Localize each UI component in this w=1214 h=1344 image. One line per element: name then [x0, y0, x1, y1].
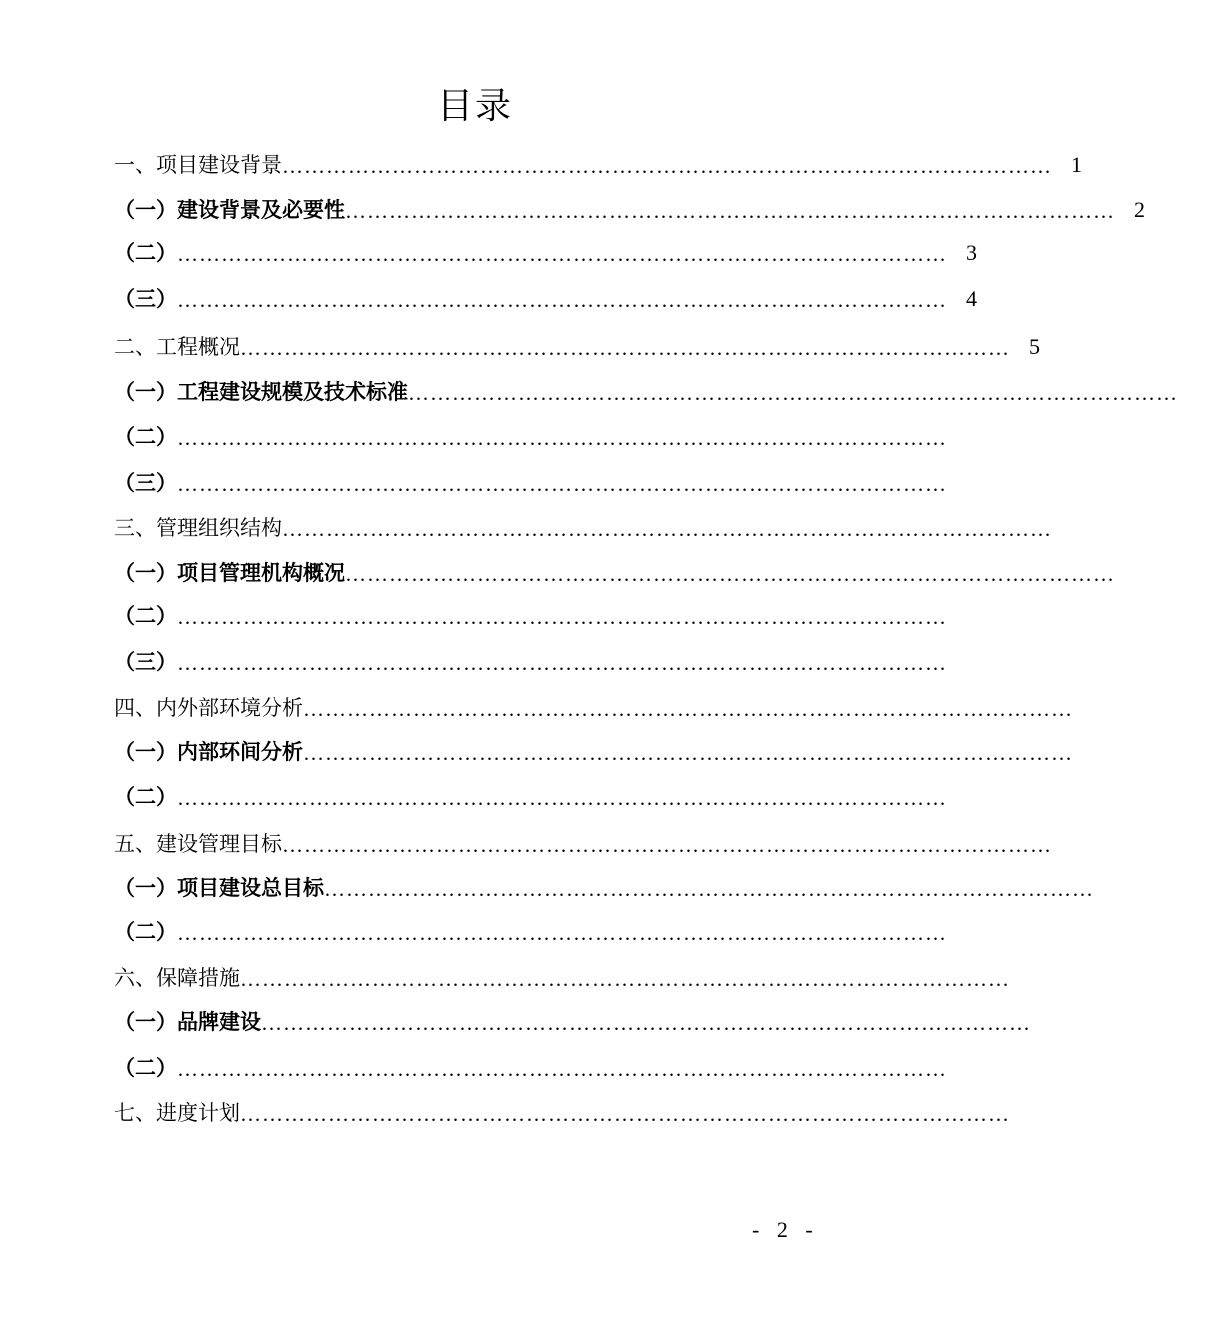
toc-page-number: 3 [966, 240, 977, 265]
toc-entry-label: 一、项目建设背景 [114, 153, 282, 177]
toc-entry-2-3[interactable] [114, 465, 983, 501]
toc-entry-4-2[interactable] [114, 779, 983, 815]
dot-leader: …………………………………………………………………………………………… [282, 833, 1052, 857]
dot-leader: …………………………………………………………………………………………… [177, 1057, 947, 1081]
dot-leader: …………………………………………………………………………………………… [177, 288, 947, 312]
toc-entry-label: （一）品牌建设 [114, 1010, 261, 1034]
page-number-footer: - 2 - [752, 1217, 819, 1242]
toc-entry-label: 七、进度计划 [114, 1101, 240, 1125]
toc-entry-6-2[interactable] [114, 1050, 983, 1086]
dot-leader: …………………………………………………………………………………………… [177, 472, 947, 496]
toc-entry-label: （一）内部环间分析 [114, 740, 303, 764]
dot-leader: …………………………………………………………………………………………… [303, 741, 1073, 765]
toc-entry-label: 六、保障措施 [114, 966, 240, 990]
dot-leader: …………………………………………………………………………………………… [282, 154, 1052, 178]
dot-leader: …………………………………………………………………………………………… [303, 697, 1073, 721]
toc-entry-label: （二） [114, 604, 177, 628]
toc-entry-label: 五、建设管理目标 [114, 832, 282, 856]
toc-page-number: 2 [1134, 197, 1145, 222]
toc-entry-1-2[interactable] [114, 235, 983, 271]
dot-leader: …………………………………………………………………………………………… [345, 199, 1115, 223]
dot-leader: …………………………………………………………………………………………… [177, 921, 947, 945]
toc-entry-3-3[interactable] [114, 644, 983, 680]
toc-entry-6-1[interactable] [114, 1004, 1067, 1040]
toc-entry-label: （二） [114, 425, 177, 449]
toc-entry-5-2[interactable] [114, 914, 983, 950]
toc-entry-label: （二） [114, 920, 177, 944]
toc-entry-chapter-3[interactable] [114, 510, 1088, 546]
toc-entry-label: （一）项目建设总目标 [114, 876, 324, 900]
toc-entry-label: （二） [114, 241, 177, 265]
toc-entry-label: 三、管理组织结构 [114, 516, 282, 540]
toc-entry-chapter-2[interactable] [114, 329, 1046, 365]
toc-entry-2-2[interactable] [114, 419, 983, 455]
toc-entry-label: （一）建设背景及必要性 [114, 198, 345, 222]
toc-page-number: 1 [1071, 152, 1082, 177]
toc-entry-3-2[interactable] [114, 598, 983, 634]
dot-leader: …………………………………………………………………………………………… [177, 651, 947, 675]
toc-entry-label: （三） [114, 650, 177, 674]
toc-entry-chapter-1[interactable] [114, 147, 1088, 183]
dot-leader: …………………………………………………………………………………………… [282, 517, 1052, 541]
dot-leader: …………………………………………………………………………………………… [240, 967, 1010, 991]
toc-entry-chapter-5[interactable] [114, 826, 1088, 862]
toc-entry-label: 二、工程概况 [114, 335, 240, 359]
toc-entry-label: （二） [114, 1056, 177, 1080]
toc-page-number: 4 [966, 286, 977, 311]
toc-entry-label: （二） [114, 785, 177, 809]
dot-leader: …………………………………………………………………………………………… [345, 562, 1115, 586]
dot-leader: …………………………………………………………………………………………… [240, 336, 1010, 360]
toc-entry-4-1[interactable] [114, 734, 1109, 770]
toc-entry-label: （一）项目管理机构概况 [114, 561, 345, 585]
toc-entry-5-1[interactable] [114, 870, 1130, 906]
toc-entry-label: （一）工程建设规模及技术标准 [114, 380, 408, 404]
toc-title: 目录 [436, 86, 513, 127]
dot-leader: …………………………………………………………………………………………… [261, 1011, 1031, 1035]
toc-entry-chapter-6[interactable] [114, 960, 1046, 996]
dot-leader: …………………………………………………………………………………………… [408, 381, 1178, 405]
toc-entry-label: （三） [114, 471, 177, 495]
dot-leader: …………………………………………………………………………………………… [240, 1102, 1010, 1126]
toc-entry-label: （三） [114, 287, 177, 311]
toc-entry-2-1[interactable] [114, 374, 1214, 410]
toc-entry-1-3[interactable] [114, 281, 983, 317]
dot-leader: …………………………………………………………………………………………… [324, 877, 1094, 901]
dot-leader: …………………………………………………………………………………………… [177, 786, 947, 810]
toc-page-number: 5 [1029, 334, 1040, 359]
dot-leader: …………………………………………………………………………………………… [177, 426, 947, 450]
toc-entry-chapter-4[interactable] [114, 690, 1109, 726]
dot-leader: …………………………………………………………………………………………… [177, 605, 947, 629]
toc-entry-label: 四、内外部环境分析 [114, 696, 303, 720]
dot-leader: …………………………………………………………………………………………… [177, 242, 947, 266]
toc-entry-1-1[interactable] [114, 192, 1151, 228]
toc-entry-chapter-7[interactable] [114, 1095, 1046, 1131]
toc-entry-3-1[interactable] [114, 555, 1151, 591]
